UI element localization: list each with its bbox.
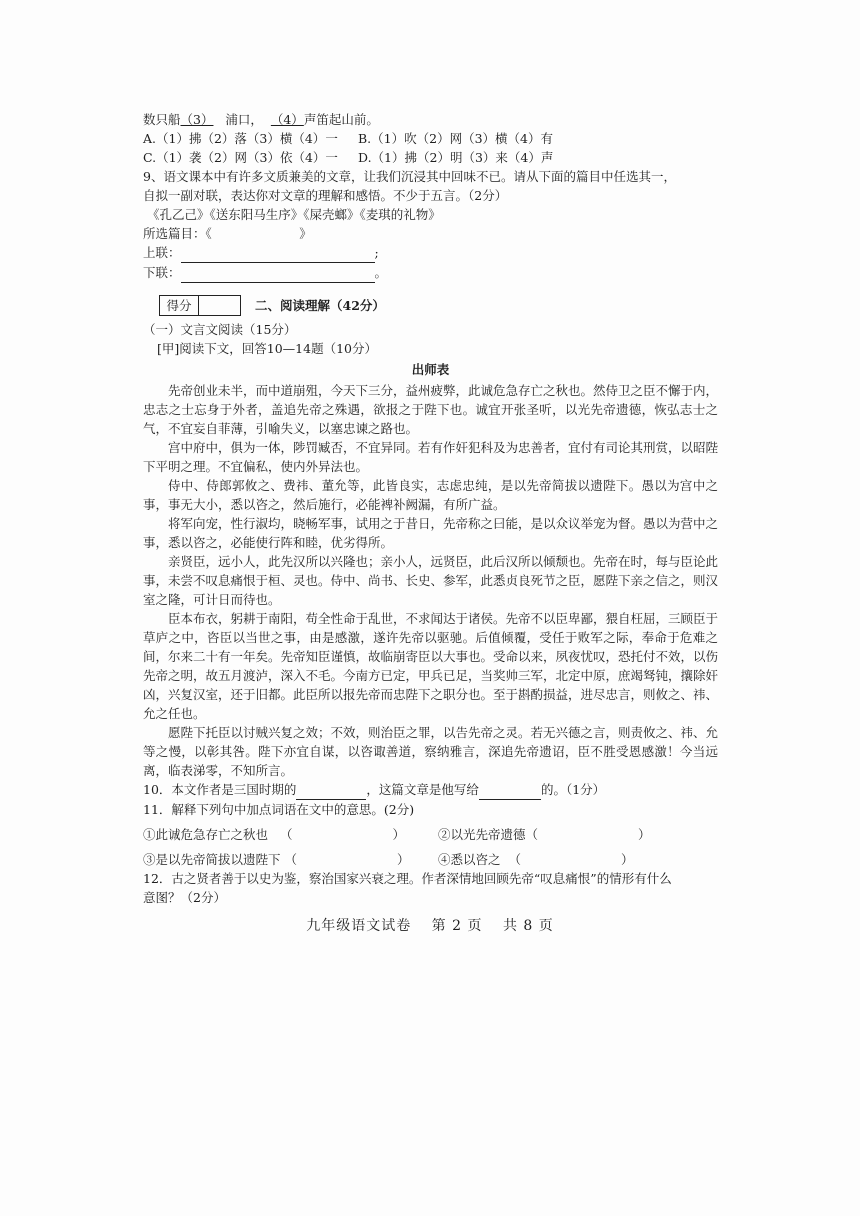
essay-title: 出师表 — [411, 362, 450, 377]
paren-right: ） — [620, 852, 634, 867]
section2-header — [143, 293, 718, 317]
q12-line2: 意图？（2分） — [143, 890, 226, 905]
q8-option-b: B.（1）吹（2）网（3）横（4）有 — [358, 131, 553, 146]
paren-right: ） — [392, 827, 405, 842]
q9-chosen-value: 《 》 — [205, 226, 312, 241]
paren-right: ） — [638, 827, 651, 842]
q9-lower-blank[interactable] — [181, 263, 375, 283]
essay-paragraph: 愿陛下托臣以讨贼兴复之效；不效，则治臣之罪，以告先帝之灵。若无兴德之言，则责攸之、祎、允等之慢，以彰其咎。陛下亦宜自谋，以咨诹善道，察纳雅言，深追先帝遗诏，臣不胜受恩感激！今当远离，临表涕零，不知所言。 — [143, 725, 719, 778]
essay-paragraph: 臣本布衣，躬耕于南阳，苟全性命于乱世，不求闻达于诸侯。先帝不以臣卑鄙，猥自枉屈，三顾臣于草庐之中，咨臣以当世之事，由是感激，遂许先帝以驱驰。后值倾覆，受任于败军之际，奉命于危难之间，尔来二十有一年矣。先帝知臣谨慎，故临崩寄臣以大事也。受命以来，夙夜忧叹，恐托付不效，以伤先帝之明，故五月渡泸，深入不毛。今南方已定，甲兵已足，当奖帅三军，北定中原，庶竭驽钝，攘除奸凶，兴复汉室，还于旧都。此臣所以报先帝而忠陛下之职分也。至于斟酌损益，进尽忠言，则攸之、祎、允之任也。 — [143, 611, 719, 721]
q12-line1: 12．古之贤者善于以史为鉴，察治国家兴衰之理。作者深情地回顾先帝“叹息痛恨”的情形有什么 — [143, 871, 672, 886]
q9-lower-row — [143, 263, 718, 283]
paren-right: ） — [397, 852, 410, 867]
page-footer: 九年级语文试卷 第 2 页 共 8 页 — [306, 918, 554, 934]
q8-blank4: （4） — [270, 112, 304, 127]
q9-line1: 9、语文课本中有许多文质兼美的文章，让我们沉浸其中回味不已。请从下面的篇目中任选其一， — [143, 169, 676, 184]
q8-seg1: 数只船 — [143, 112, 181, 127]
essay-paragraph: 亲贤臣，远小人，此先汉所以兴隆也；亲小人，远贤臣，此后汉所以倾颓也。先帝在时，每与臣论此事，未尝不叹息痛恨于桓、灵也。侍中、尚书、长史、参军，此悉贞良死节之臣，愿陛下亲之信之，则汉室之隆，可计日而待也。 — [143, 554, 719, 607]
essay-body — [143, 381, 718, 780]
q11-item-4 — [438, 850, 634, 869]
essay-paragraph: 宫中府中，俱为一体，陟罚臧否，不宜异同。若有作奸犯科及为忠善者，宜付有司论其刑赏，以昭陛下平明之理。不宜偏私，使内外异法也。 — [143, 440, 719, 474]
paren-left: （ — [525, 827, 539, 842]
q9-titles: 《孔乙己》《送东阳马生序》《屎壳螂》《麦琪的礼物》 — [147, 207, 441, 222]
paren-left: （ — [284, 852, 298, 867]
q10-line — [143, 780, 718, 800]
q11-item-1 — [143, 825, 438, 844]
q8-seg3: 声笛起山前。 — [303, 112, 379, 127]
q8-blank3: （3） — [180, 112, 214, 127]
q10-text3: 的。（1分） — [540, 782, 606, 797]
page-content — [143, 110, 718, 907]
q11-row-1 — [143, 825, 718, 844]
q9-upper-row — [143, 243, 718, 263]
q11-item-text: ②以光先帝遗德 — [438, 827, 526, 842]
section2-sub2: [甲]阅读下文，回答10—14题（10分） — [157, 341, 377, 356]
q8-options-row-2 — [143, 148, 718, 167]
q9-upper-label: 上联： — [143, 245, 181, 260]
q8-option-a: A.（1）拂（2）落（3）横（4）一 — [143, 131, 338, 146]
q9-lower-end: 。 — [374, 265, 388, 280]
q9-upper-blank[interactable] — [181, 243, 375, 263]
q11-item-2 — [438, 825, 651, 844]
q10-text1: 10．本文作者是三国时期的 — [143, 782, 297, 797]
score-value-cell[interactable] — [199, 296, 240, 315]
essay-paragraph: 侍中、侍郎郭攸之、费祎、董允等，此皆良实，志虑忠纯，是以先帝简拔以遗陛下。愚以为宫中之事，事无大小，悉以咨之，然后施行，必能裨补阙漏，有所广益。 — [143, 478, 718, 512]
paren-left: （ — [508, 852, 521, 867]
q8-seg2: 浦口， — [225, 112, 263, 127]
q8-option-d: D.（1）拂（2）明（3）来（4）声 — [358, 150, 554, 165]
q9-lower-label: 下联： — [143, 265, 181, 280]
q10-text2: ，这篇文章是他写给 — [366, 782, 479, 797]
essay-paragraph: 先帝创业未半，而中道崩殂，今天下三分，益州疲弊，此诚危急存亡之秋也。然侍卫之臣不懈于内，忠志之士忘身于外者，盖追先帝之殊遇，欲报之于陛下也。诚宜开张圣听，以光先帝遗德，恢弘志士之气，不宜妄自菲薄，引喻失义，以塞忠谏之路也。 — [143, 383, 719, 436]
section2-title: 二、阅读理解（42分） — [255, 297, 385, 313]
q9-line2: 自拟一副对联，表达你对文章的理解和感悟。不少于五言。（2分） — [143, 188, 508, 203]
q8-options-row-1 — [143, 129, 718, 148]
essay-paragraph: 将军向宠，性行淑均，晓畅军事，试用之于昔日，先帝称之曰能，是以众议举宠为督。愚以为营中之事，悉以咨之，必能使行阵和睦，优劣得所。 — [143, 516, 719, 550]
score-label: 得分 — [160, 296, 199, 315]
q10-blank-recipient[interactable] — [479, 780, 541, 800]
section2-sub1: （一）文言文阅读（15分） — [143, 322, 297, 337]
q11-item-text: ③是以先帝简拔以遗陛下 — [143, 852, 281, 867]
q11-item-text: ④悉以咨之 — [438, 852, 501, 867]
q9-chosen-row — [143, 224, 718, 243]
q8-tail-line — [143, 110, 718, 129]
q9-upper-end: ; — [374, 245, 379, 260]
q9-chosen-label: 所选篇目： — [143, 226, 206, 241]
q11-row-2 — [143, 850, 718, 869]
q11-item-3 — [143, 850, 438, 869]
q10-blank-author[interactable] — [296, 780, 366, 800]
q11-prompt: 11．解释下列句中加点词语在文中的意思。(2分) — [143, 802, 415, 817]
q11-item-text: ①此诚危急存亡之秋也 — [143, 827, 269, 842]
score-box — [159, 295, 241, 316]
paren-left: （ — [279, 827, 293, 842]
q8-option-c: C.（1）袭（2）网（3）依（4）一 — [143, 150, 338, 165]
